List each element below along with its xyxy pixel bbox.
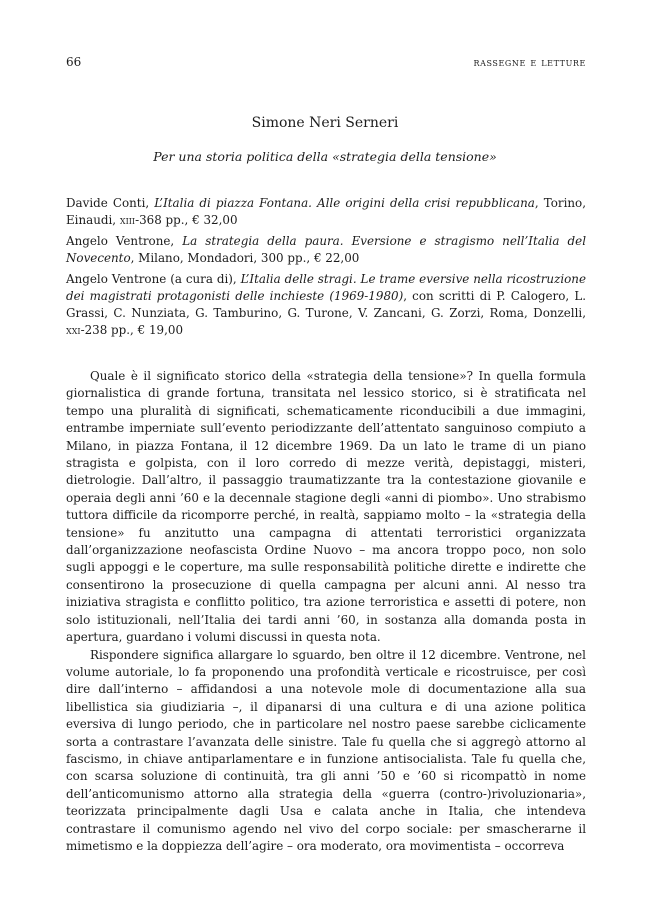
book-publication: , Milano, Mondadori, 300 pp., € 22,00 — [130, 251, 360, 265]
book-price: -368 pp., € 32,00 — [135, 213, 238, 227]
book-title: La strategia della paura. Eversione e stragismo nell’Italia del Novecento — [66, 234, 587, 265]
book-title: L’Italia di piazza Fontana. Alle origini della crisi repubblicana — [154, 196, 535, 210]
page-number: 66 — [66, 55, 82, 69]
book-pages-roman: xxi — [66, 323, 81, 337]
book-author: Angelo Ventrone, — [66, 234, 183, 248]
running-head — [66, 55, 586, 71]
book-author: Davide Conti, — [66, 196, 155, 210]
reviewed-books — [66, 195, 586, 343]
article-body — [66, 368, 586, 855]
book-publication: , con scritti di P. Calogero, L. Grassi, C. Nunziata, G. Tamburino, G. Turone, V. Zancani, G. Zorzi, Roma, Donzelli, — [66, 289, 587, 320]
book-pages-roman: xiii — [119, 213, 136, 227]
book-reference — [66, 195, 586, 229]
body-paragraph: Rispondere significa allargare lo sguardo, ben oltre il 12 dicembre. Ventrone, nel volume autoriale, lo fa proponendo una profondità verticale e ricostruisce, per così dire dall’interno – affidandosi a una notevole mole di documentazione alla sua libellistica sia giudiziaria –, il dipanarsi di una cultura e di una azione politica eversiva di lungo periodo, che in particolare nel nostro paese sarebbe ciclicamente sorta a contrastare l’avanzata delle sinistre. Tale fu quella che si aggregò attorno al fascismo, in chiave antiparlamentare e in funzione antisocialista. Tale fu quella che, con scarsa soluzione di continuità, tra gli anni ’50 e ’60 si ricompattò in nome dell’anticomunismo attorno alla strategia della «guerra (contro-)rivoluzionaria», teorizzata principalmente dagli Usa e calata anche in Italia, che intendeva contrastare il comunismo agendo nel vivo del corpo sociale: per smascherarne il mimetismo e la doppiezza dell’agire – ora moderato, ora movimentista – occorreva — [66, 647, 586, 853]
article-title: Per una storia politica della «strategia della tensione» — [153, 149, 497, 164]
book-price: -238 pp., € 19,00 — [80, 323, 184, 337]
book-reference — [66, 271, 586, 339]
book-reference — [66, 233, 586, 267]
book-title: L’Italia delle stragi. Le trame eversive nella ricostruzione dei magistrati protagonisti delle inchieste (1969-1980) — [66, 272, 586, 303]
section-title: rassegne e letture — [473, 55, 586, 69]
book-author: Angelo Ventrone (a cura di), — [66, 272, 241, 286]
body-paragraph: Quale è il significato storico della «strategia della tensione»? In quella formula giornalistica di grande fortuna, transitata nel lessico storico, si è stratificata nel tempo una pluralità di significati, schematicamente riconducibili a due immagini, entrambe imperniate sull’evento periodizzante dell’attentato sanguinoso compiuto a Milano, in piazza Fontana, il 12 dicembre 1969. Da un lato le trame di un piano stragista e golpista, con il loro corredo di mezze verità, depistaggi, misteri, dietrologie. Dall’altro, il passaggio traumatizzante tra la contestazione giovanile e operaia degli anni ’60 e la decennale stagione degli «anni di piombo». Uno strabismo tuttora difficile da ricomporre perché, in realtà, sappiamo molto – la «strategia della tensione» fu anzitutto una campagna di attentati terroristici organizzata dall’organizzazione neofascista Ordine Nuovo – ma ancora troppo poco, non solo sugli appoggi e le coperture, ma sulle responsabilità politiche dirette e indirette che consentirono la prosecuzione di quella campagna per alcuni anni. Al nesso tra iniziativa stragista e conflitto politico, tra azione terroristica e assetti di potere, non solo istituzionali, nell’Italia dei tardi anni ’60, in sostanza alla domanda posta in apertura, guardano i volumi discussi in questa nota. — [66, 369, 586, 645]
article-author: Simone Neri Serneri — [251, 115, 399, 131]
book-publication: , Torino, Einaudi, — [66, 196, 586, 227]
